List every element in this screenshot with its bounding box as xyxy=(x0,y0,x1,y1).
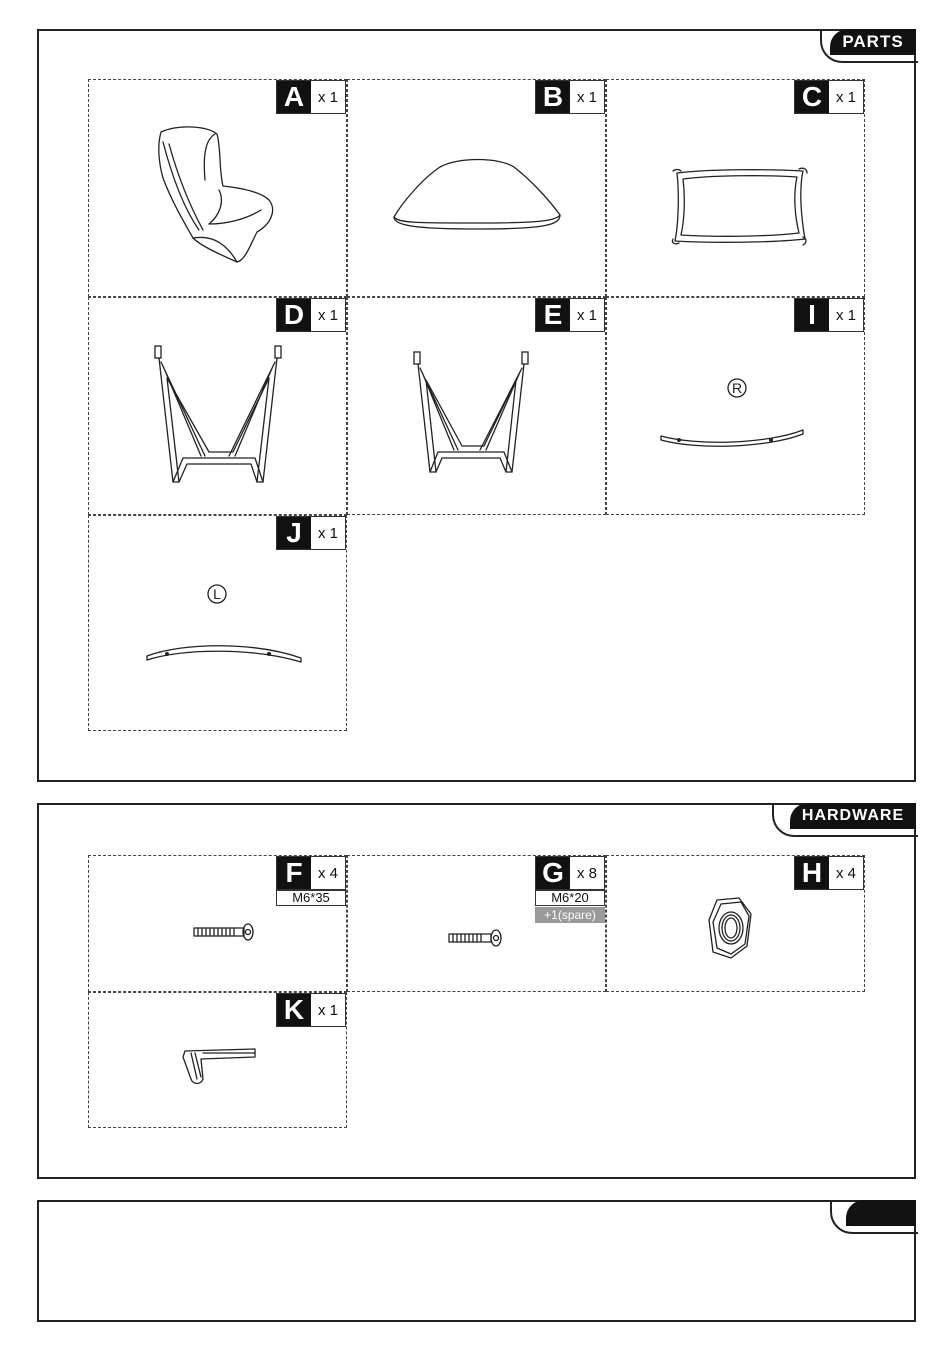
long-bolt-icon xyxy=(193,922,255,942)
hardware-label-k xyxy=(276,993,346,1027)
hardware-qty: x 1 xyxy=(317,1001,338,1019)
hardware-cell-f xyxy=(88,855,347,992)
part-qty: x 1 xyxy=(576,88,597,106)
hardware-letter: K xyxy=(277,994,311,1026)
hardware-letter: H xyxy=(795,857,829,889)
part-qty: x 1 xyxy=(835,306,856,324)
right-rail-icon xyxy=(657,378,807,458)
hardware-cell-k xyxy=(88,992,347,1128)
hardware-label-f xyxy=(276,856,346,890)
part-qty: x 1 xyxy=(317,88,338,106)
part-qty: x 1 xyxy=(576,306,597,324)
hardware-label-h xyxy=(794,856,864,890)
hardware-label-g xyxy=(535,856,605,890)
part-label-d xyxy=(276,298,346,332)
part-cell-b xyxy=(347,79,606,297)
part-letter: B xyxy=(536,81,570,113)
parts-tab: PARTS xyxy=(830,29,916,55)
part-cell-d xyxy=(88,297,347,515)
bottom-panel xyxy=(37,1200,916,1322)
part-letter: D xyxy=(277,299,311,331)
part-label-i xyxy=(794,298,864,332)
part-label-e xyxy=(535,298,605,332)
short-bolt-icon xyxy=(448,928,504,948)
part-qty: x 1 xyxy=(317,524,338,542)
seat-cushion-icon xyxy=(388,155,568,235)
part-label-j xyxy=(276,516,346,550)
leg-frame-icon xyxy=(408,348,538,478)
hardware-letter: F xyxy=(277,857,311,889)
hex-nut-icon xyxy=(705,896,755,960)
hardware-letter: G xyxy=(536,857,570,889)
part-letter: E xyxy=(536,299,570,331)
hardware-qty: x 8 xyxy=(576,864,597,882)
hardware-qty: x 4 xyxy=(317,864,338,882)
hardware-qty: x 4 xyxy=(835,864,856,882)
hardware-spare-g: +1(spare) xyxy=(535,907,605,923)
back-pillow-icon xyxy=(669,165,809,247)
part-label-c xyxy=(794,80,864,114)
hardware-tab-outline xyxy=(772,803,918,837)
hardware-spec-g: M6*20 xyxy=(535,890,605,906)
allen-key-icon xyxy=(179,1043,259,1087)
part-letter: J xyxy=(277,517,311,549)
rail-mark: R xyxy=(731,380,743,396)
left-rail-icon xyxy=(145,584,305,674)
part-letter: C xyxy=(795,81,829,113)
bottom-tab-outline xyxy=(830,1200,918,1234)
part-cell-j xyxy=(88,515,347,731)
part-letter: I xyxy=(795,299,829,331)
hardware-spec-f: M6*35 xyxy=(276,890,346,906)
rail-mark: L xyxy=(213,586,221,602)
part-cell-e xyxy=(347,297,606,515)
leg-frame-icon xyxy=(149,338,289,488)
part-cell-c xyxy=(606,79,865,297)
part-letter: A xyxy=(277,81,311,113)
seat-shell-icon xyxy=(149,120,299,270)
part-label-a xyxy=(276,80,346,114)
hardware-cell-h xyxy=(606,855,865,992)
part-label-b xyxy=(535,80,605,114)
part-cell-a xyxy=(88,79,347,297)
hardware-tab: HARDWARE xyxy=(790,803,916,829)
part-qty: x 1 xyxy=(835,88,856,106)
part-qty: x 1 xyxy=(317,306,338,324)
hardware-cell-g xyxy=(347,855,606,992)
parts-tab-outline xyxy=(820,29,918,63)
part-cell-i xyxy=(606,297,865,515)
